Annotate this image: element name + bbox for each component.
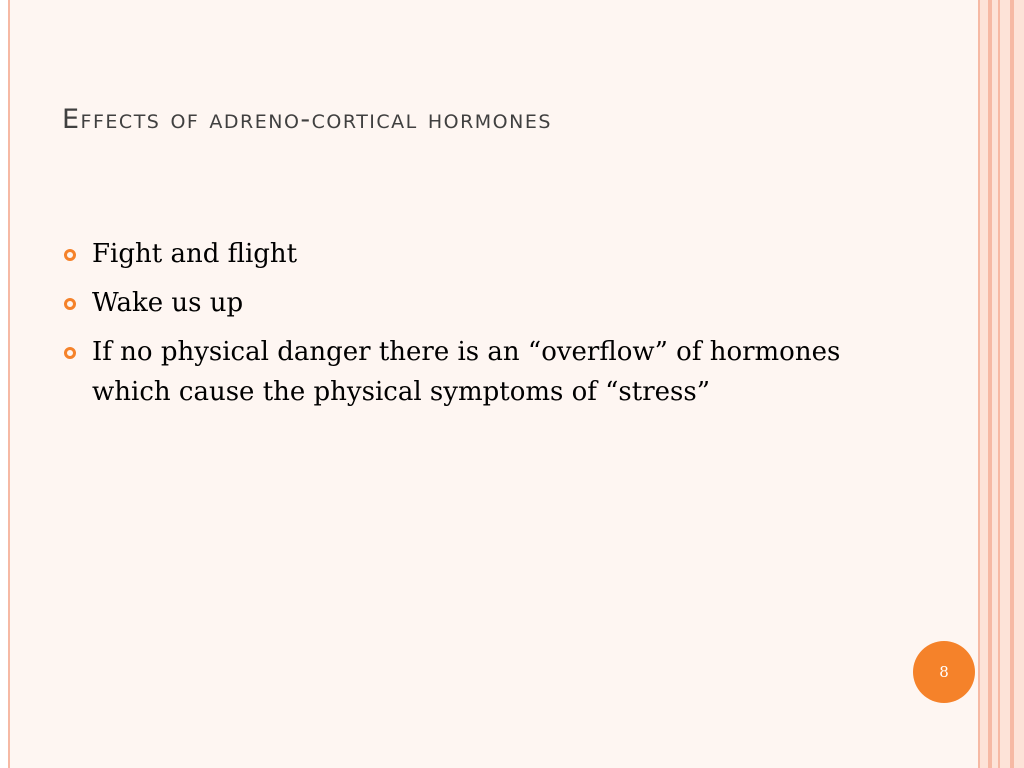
bullet-text: Fight and flight — [92, 239, 298, 269]
frame-stripe — [1000, 0, 1010, 768]
bullet-circle-icon — [64, 347, 76, 359]
bullet-item — [62, 234, 852, 274]
bullet-text: Wake us up — [92, 288, 244, 318]
bullet-item — [62, 332, 852, 412]
bullet-circle-icon — [64, 249, 76, 261]
bullet-text: If no physical danger there is an “overflow” of hormones which cause the physical symptoms of “stress” — [92, 337, 841, 407]
bullet-item — [62, 283, 852, 323]
bullet-circle-icon — [64, 298, 76, 310]
bullet-list — [62, 234, 852, 421]
page-number-badge: 8 — [913, 641, 975, 703]
frame-stripe — [1014, 0, 1024, 768]
frame-stripe — [980, 0, 988, 768]
slide-title: Effects of adreno-cortical hormones — [62, 104, 552, 135]
